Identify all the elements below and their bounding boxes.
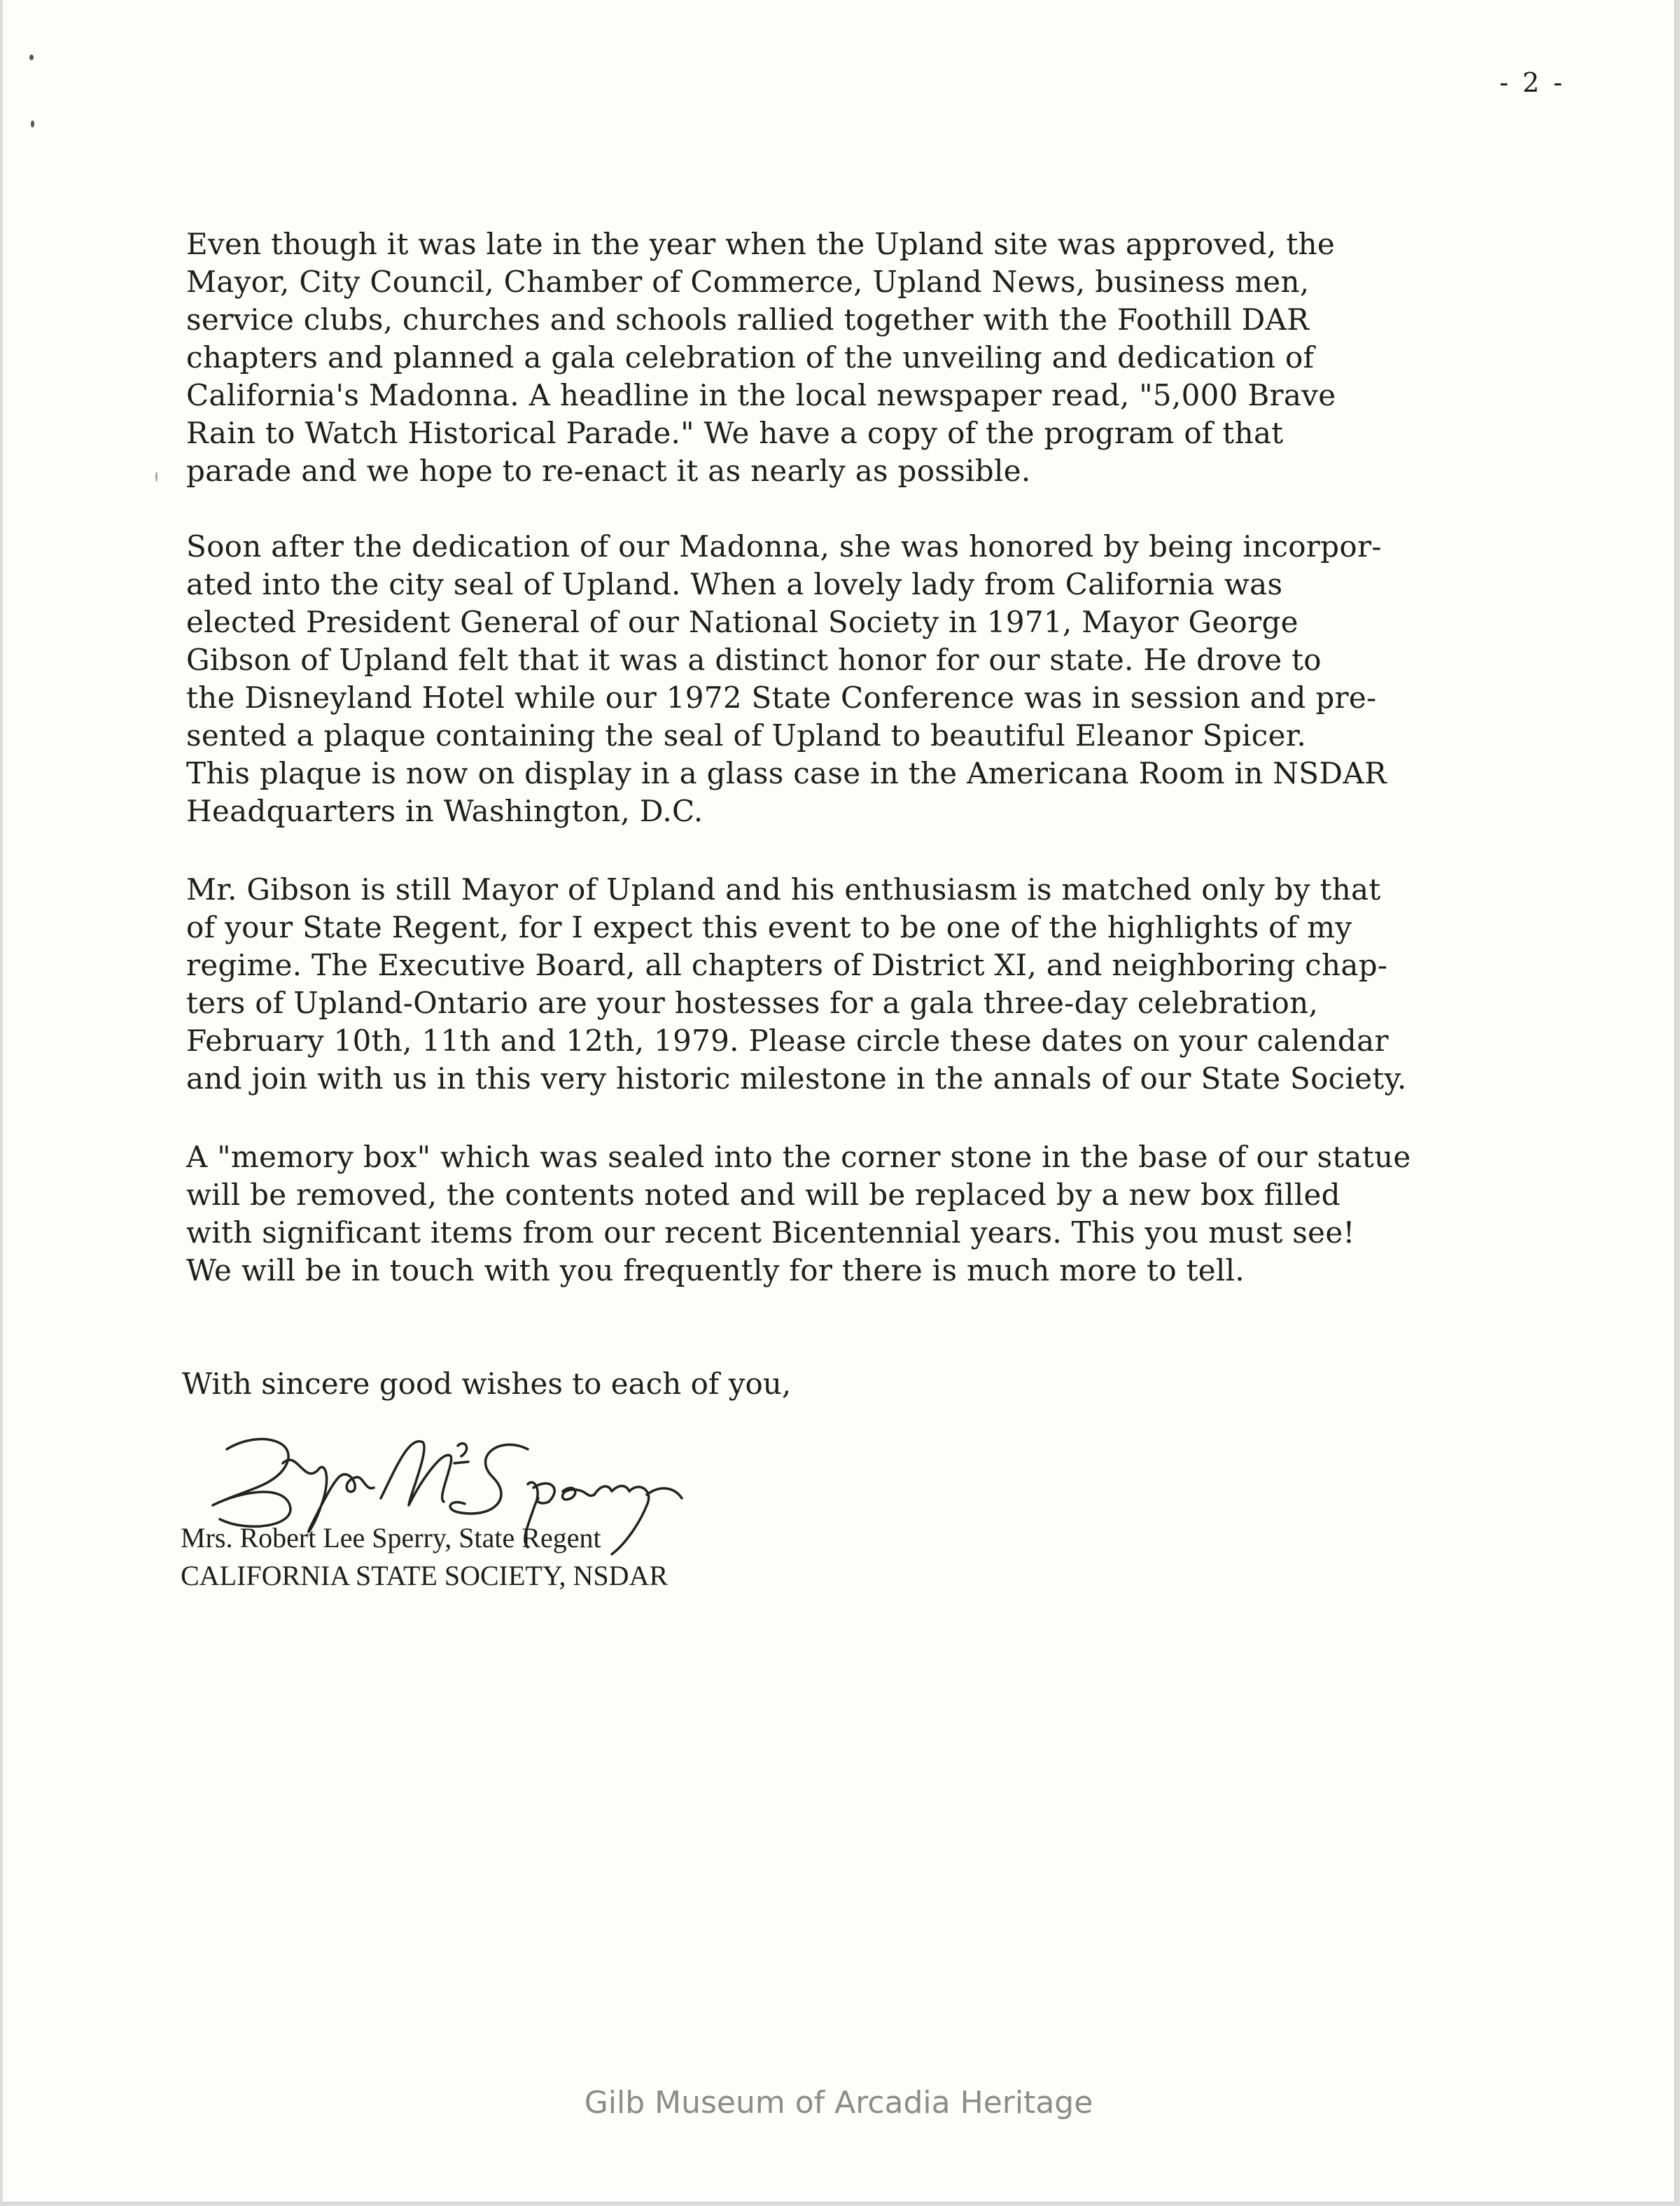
text-line: ters of Upland-Ontario are your hostesses for a gala three-day celebration, [186, 986, 1319, 1020]
text-line: We will be in touch with you frequently for there is much more to tell. [186, 1253, 1245, 1287]
paragraph-city-seal [186, 528, 1544, 830]
text-line: elected President General of our National Society in 1971, Mayor George [186, 605, 1298, 639]
page-number: - 2 - [1499, 67, 1566, 98]
text-line: February 10th, 11th and 12th, 1979. Please circle these dates on your calendar [186, 1024, 1389, 1058]
text-line: Soon after the dedication of our Madonna, she was honored by being incorpor- [186, 529, 1382, 564]
signatory-name: Mrs. Robert Lee Sperry, State Regent [181, 1522, 601, 1554]
text-line: chapters and planned a gala celebration of the unveiling and dedication of [186, 340, 1315, 375]
paper-speck [29, 55, 34, 60]
text-line: and join with us in this very historic milestone in the annals of our State Society. [186, 1061, 1407, 1096]
text-line: This plaque is now on display in a glass case in the Americana Room in NSDAR [186, 756, 1387, 790]
paragraph-memory-box [186, 1138, 1544, 1290]
closing-salutation: With sincere good wishes to each of you, [182, 1367, 792, 1401]
text-line: Mayor, City Council, Chamber of Commerce, Upland News, business men, [186, 265, 1310, 299]
text-line: will be removed, the contents noted and will be replaced by a new box filled [186, 1178, 1340, 1212]
text-line: Mr. Gibson is still Mayor of Upland and his enthusiasm is matched only by that [186, 872, 1381, 907]
letter-page [3, 0, 1676, 2203]
paper-speck [155, 472, 158, 482]
text-line: sented a plaque containing the seal of Upland to beautiful Eleanor Spicer. [186, 718, 1307, 753]
paragraph-upland-celebration [186, 225, 1544, 490]
paper-speck [31, 120, 34, 127]
signatory-organization: CALIFORNIA STATE SOCIETY, NSDAR [181, 1560, 668, 1591]
footer-watermark: Gilb Museum of Arcadia Heritage [584, 2085, 1093, 2121]
text-line: ated into the city seal of Upland. When a lovely lady from California was [186, 567, 1283, 601]
text-line: A "memory box" which was sealed into the corner stone in the base of our statue [186, 1140, 1411, 1174]
text-line: service clubs, churches and schools rallied together with the Foothill DAR [186, 302, 1310, 337]
text-line: with significant items from our recent Bicentennial years. This you must see! [186, 1215, 1355, 1250]
paragraph-mayor-gibson [186, 871, 1544, 1098]
signatory-block [181, 1519, 668, 1595]
text-line: California's Madonna. A headline in the local newspaper read, "5,000 Brave [186, 378, 1336, 412]
text-line: Gibson of Upland felt that it was a distinct honor for our state. He drove to [186, 643, 1322, 677]
text-line: the Disneyland Hotel while our 1972 State Conference was in session and pre- [186, 680, 1377, 715]
text-line: Rain to Watch Historical Parade." We have a copy of the program of that [186, 416, 1284, 450]
text-line: regime. The Executive Board, all chapters of District XI, and neighboring chap- [186, 948, 1388, 982]
text-line: Headquarters in Washington, D.C. [186, 794, 704, 828]
text-line: parade and we hope to re-enact it as nearly as possible. [186, 454, 1031, 488]
text-line: of your State Regent, for I expect this event to be one of the highlights of my [186, 910, 1352, 944]
text-line: Even though it was late in the year when the Upland site was approved, the [186, 227, 1336, 261]
